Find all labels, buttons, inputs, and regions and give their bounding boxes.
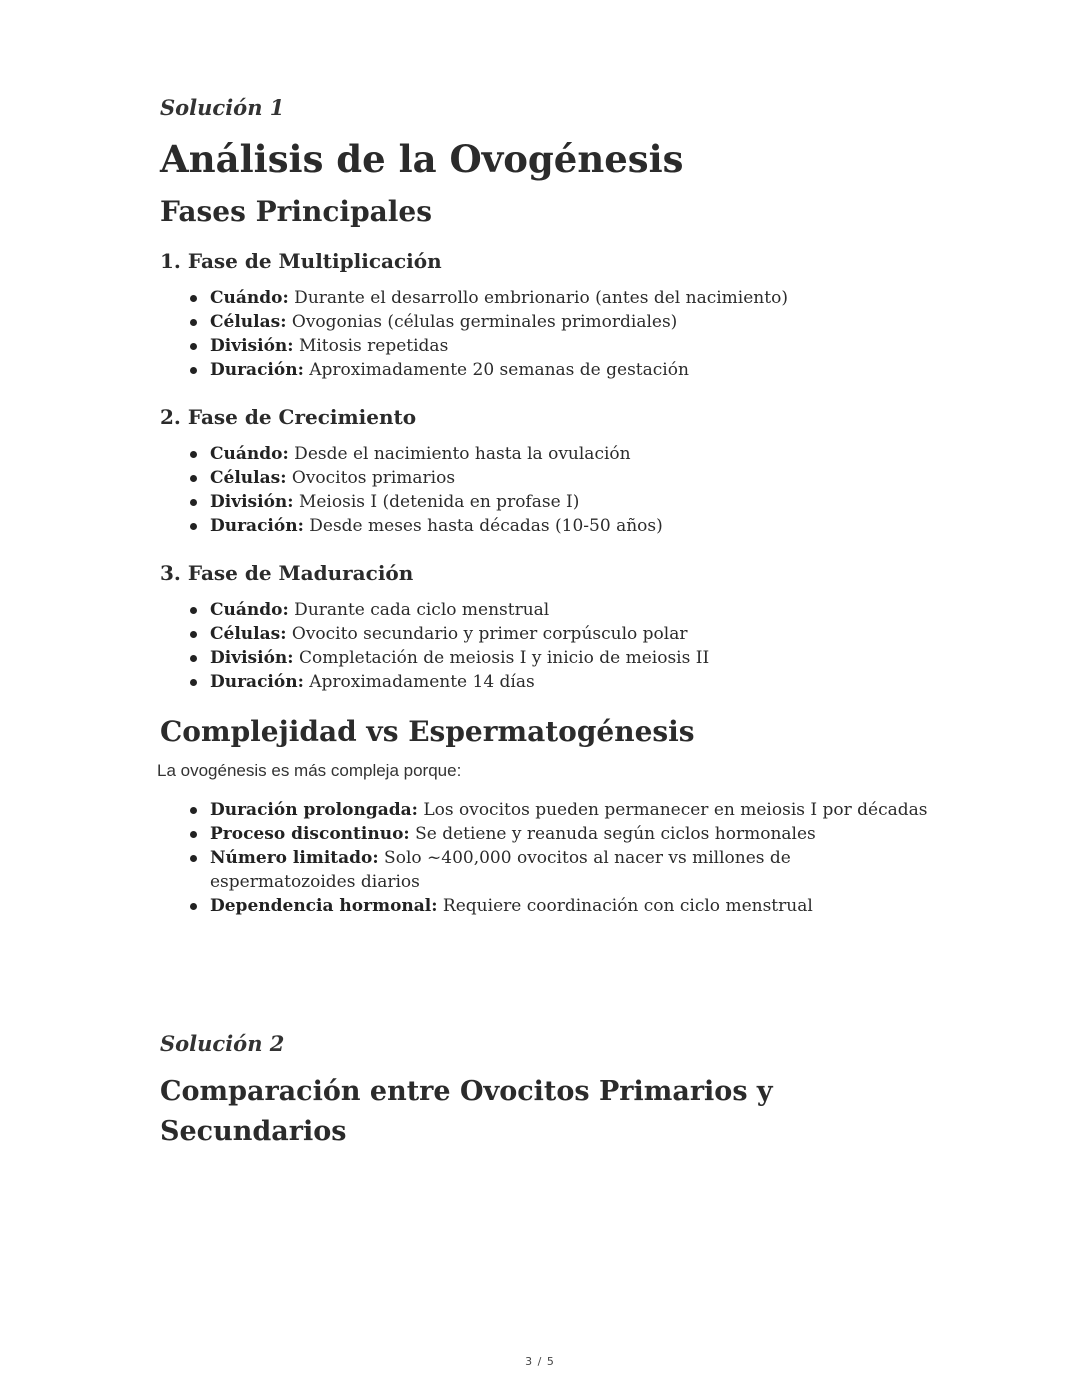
list-item-text: Aproximadamente 14 días <box>303 672 535 692</box>
solution-1-label: Solución 1 <box>160 95 285 120</box>
list-item <box>210 442 940 466</box>
list-item-text: Aproximadamente 20 semanas de gestación <box>303 360 689 380</box>
list-item <box>210 846 940 894</box>
list-item <box>210 598 940 622</box>
list-item-text: Durante cada ciclo menstrual <box>288 600 550 620</box>
list-item-text: Ovocito secundario y primer corpúsculo polar <box>286 624 688 644</box>
list-item-term: Duración: <box>210 672 304 692</box>
complexity-intro: La ovogénesis es más compleja porque: <box>157 761 462 780</box>
list-item <box>210 798 940 822</box>
list-item-term: División: <box>210 492 294 512</box>
list-item-term: Cuándo: <box>210 600 289 620</box>
complexity-list <box>160 798 940 918</box>
list-item <box>210 514 940 538</box>
list-item <box>210 310 940 334</box>
list-item <box>210 670 940 694</box>
list-item-text: Ovocitos primarios <box>286 468 456 488</box>
list-item-term: Duración: <box>210 360 304 380</box>
list-item <box>210 622 940 646</box>
page-number: 3 / 5 <box>525 1355 555 1368</box>
solution-2-title: Comparación entre Ovocitos Primarios y Secundarios <box>160 1076 773 1147</box>
list-item <box>210 334 940 358</box>
solution-1-title: Análisis de la Ovogénesis <box>160 137 684 181</box>
list-item-term: Duración prolongada: <box>210 800 418 820</box>
list-item-term: División: <box>210 336 294 356</box>
list-item <box>210 358 940 382</box>
list-item-term: Cuándo: <box>210 288 289 308</box>
phases-heading: Fases Principales <box>160 195 433 228</box>
list-item-text: Solo ~400,000 ovocitos al nacer vs millones de espermatozoides diarios <box>210 848 791 892</box>
phase-1-list <box>160 286 940 382</box>
phase-2-list <box>160 442 940 538</box>
list-item-text: Desde meses hasta décadas (10-50 años) <box>303 516 663 536</box>
list-item-text: Ovogonias (células germinales primordiales) <box>286 312 678 332</box>
list-item-text: Durante el desarrollo embrionario (antes del nacimiento) <box>288 288 788 308</box>
list-item <box>210 466 940 490</box>
complexity-heading: Complejidad vs Espermatogénesis <box>160 715 695 748</box>
phase-2-heading: 2. Fase de Crecimiento <box>160 405 417 429</box>
list-item-term: Duración: <box>210 516 304 536</box>
list-item-term: Proceso discontinuo: <box>210 824 410 844</box>
phase-3-heading: 3. Fase de Maduración <box>160 561 414 585</box>
phase-3-list <box>160 598 940 694</box>
list-item-term: Dependencia hormonal: <box>210 896 438 916</box>
list-item-text: Requiere coordinación con ciclo menstrual <box>437 896 813 916</box>
list-item <box>210 490 940 514</box>
list-item-term: Cuándo: <box>210 444 289 464</box>
list-item <box>210 286 940 310</box>
list-item-term: Número limitado: <box>210 848 379 868</box>
list-item-text: Mitosis repetidas <box>293 336 449 356</box>
list-item <box>210 646 940 670</box>
solution-2-label: Solución 2 <box>160 1031 285 1056</box>
list-item-text: Los ovocitos pueden permanecer en meiosis I por décadas <box>417 800 928 820</box>
phase-1-heading: 1. Fase de Multiplicación <box>160 249 442 273</box>
list-item-text: Completación de meiosis I y inicio de meiosis II <box>293 648 710 668</box>
list-item-text: Se detiene y reanuda según ciclos hormonales <box>409 824 816 844</box>
list-item <box>210 894 940 918</box>
list-item-term: Células: <box>210 624 287 644</box>
page-content <box>157 92 940 1152</box>
list-item-term: Células: <box>210 312 287 332</box>
list-item-text: Meiosis I (detenida en profase I) <box>293 492 580 512</box>
list-item <box>210 822 940 846</box>
list-item-term: División: <box>210 648 294 668</box>
list-item-text: Desde el nacimiento hasta la ovulación <box>288 444 631 464</box>
list-item-term: Células: <box>210 468 287 488</box>
